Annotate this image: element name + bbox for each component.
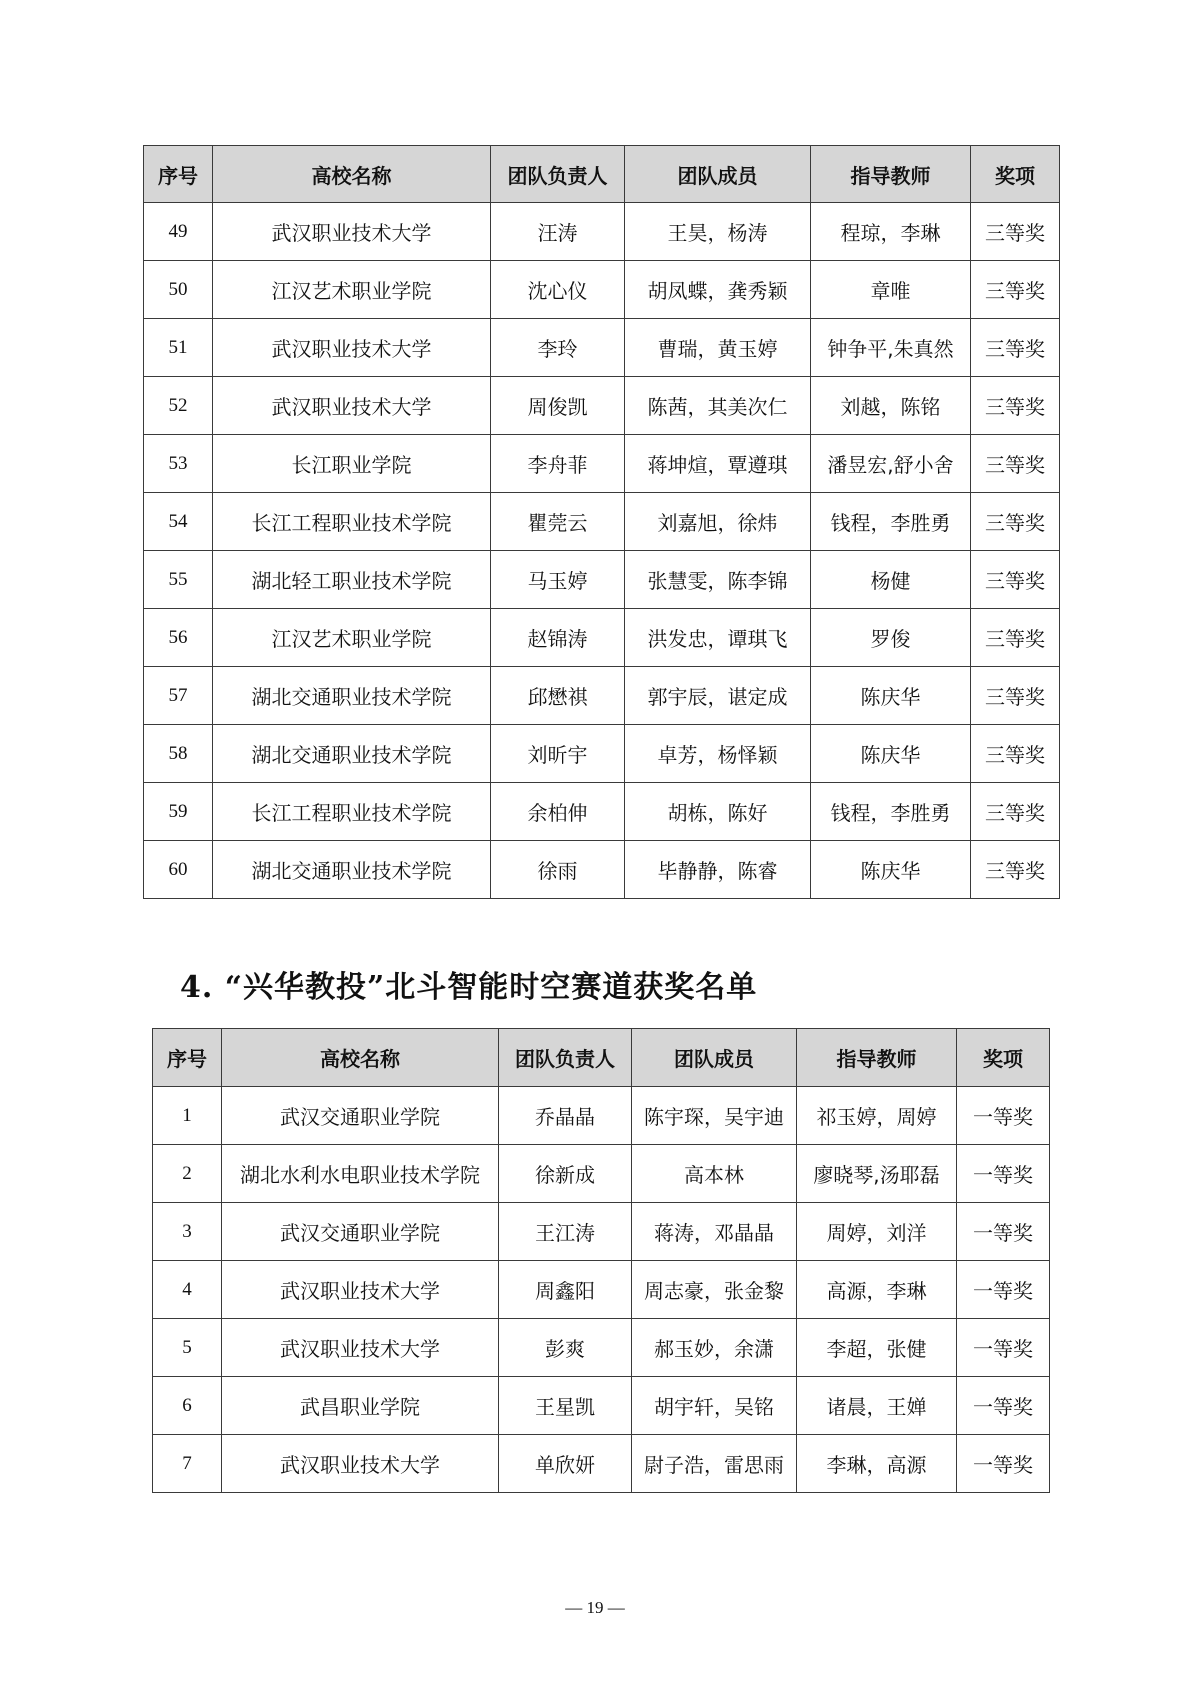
award-table-beidou-track bbox=[152, 1028, 1050, 1493]
cell-team-leader: 王星凯 bbox=[499, 1377, 632, 1435]
cell-team-members: 蒋坤煊，覃遵琪 bbox=[625, 435, 811, 493]
cell-index: 1 bbox=[153, 1087, 222, 1145]
cell-index: 5 bbox=[153, 1319, 222, 1377]
section-heading: 4. “兴华教投”北斗智能时空赛道获奖名单 bbox=[180, 970, 758, 1005]
cell-team-members: 尉子浩，雷思雨 bbox=[632, 1435, 797, 1493]
cell-award: 三等奖 bbox=[971, 551, 1060, 609]
cell-award: 一等奖 bbox=[957, 1145, 1050, 1203]
cell-advisor: 钱程，李胜勇 bbox=[811, 493, 971, 551]
table-row bbox=[144, 667, 1060, 725]
cell-school: 长江工程职业技术学院 bbox=[213, 783, 491, 841]
cell-school: 武汉职业技术大学 bbox=[222, 1319, 499, 1377]
cell-index: 59 bbox=[144, 783, 213, 841]
table-row bbox=[144, 725, 1060, 783]
cell-award: 三等奖 bbox=[971, 841, 1060, 899]
cell-advisor: 陈庆华 bbox=[811, 725, 971, 783]
cell-school: 湖北交通职业技术学院 bbox=[213, 841, 491, 899]
cell-advisor: 潘昱宏,舒小舍 bbox=[811, 435, 971, 493]
cell-school: 江汉艺术职业学院 bbox=[213, 261, 491, 319]
cell-school: 湖北交通职业技术学院 bbox=[213, 725, 491, 783]
cell-index: 2 bbox=[153, 1145, 222, 1203]
header-award: 奖项 bbox=[957, 1029, 1050, 1087]
cell-team-leader: 周鑫阳 bbox=[499, 1261, 632, 1319]
cell-school: 湖北水利水电职业技术学院 bbox=[222, 1145, 499, 1203]
table-row bbox=[144, 493, 1060, 551]
cell-school: 湖北轻工职业技术学院 bbox=[213, 551, 491, 609]
cell-advisor: 陈庆华 bbox=[811, 841, 971, 899]
header-team-members: 团队成员 bbox=[632, 1029, 797, 1087]
cell-team-leader: 余柏伸 bbox=[491, 783, 625, 841]
cell-school: 长江职业学院 bbox=[213, 435, 491, 493]
cell-team-leader: 徐雨 bbox=[491, 841, 625, 899]
cell-team-members: 陈宇琛，吴宇迪 bbox=[632, 1087, 797, 1145]
cell-index: 3 bbox=[153, 1203, 222, 1261]
cell-team-members: 王昊，杨涛 bbox=[625, 203, 811, 261]
cell-team-leader: 邱懋祺 bbox=[491, 667, 625, 725]
cell-school: 武汉职业技术大学 bbox=[222, 1435, 499, 1493]
cell-school: 武汉职业技术大学 bbox=[213, 319, 491, 377]
cell-team-leader: 刘昕宇 bbox=[491, 725, 625, 783]
cell-school: 武汉交通职业学院 bbox=[222, 1087, 499, 1145]
cell-team-members: 曹瑞，黄玉婷 bbox=[625, 319, 811, 377]
cell-index: 57 bbox=[144, 667, 213, 725]
cell-team-members: 洪发忠，谭琪飞 bbox=[625, 609, 811, 667]
cell-advisor: 章唯 bbox=[811, 261, 971, 319]
table-row bbox=[153, 1087, 1050, 1145]
cell-school: 湖北交通职业技术学院 bbox=[213, 667, 491, 725]
cell-school: 武汉职业技术大学 bbox=[222, 1261, 499, 1319]
cell-advisor: 祁玉婷，周婷 bbox=[797, 1087, 957, 1145]
header-advisor: 指导教师 bbox=[811, 146, 971, 203]
cell-advisor: 钟争平,朱真然 bbox=[811, 319, 971, 377]
cell-advisor: 周婷，刘洋 bbox=[797, 1203, 957, 1261]
cell-team-leader: 汪涛 bbox=[491, 203, 625, 261]
table-row bbox=[153, 1261, 1050, 1319]
cell-team-members: 胡栋，陈好 bbox=[625, 783, 811, 841]
page-number: — 19 — bbox=[565, 1598, 625, 1617]
cell-index: 49 bbox=[144, 203, 213, 261]
cell-award: 一等奖 bbox=[957, 1319, 1050, 1377]
table-row bbox=[153, 1145, 1050, 1203]
table-row bbox=[144, 377, 1060, 435]
cell-award: 一等奖 bbox=[957, 1261, 1050, 1319]
cell-index: 56 bbox=[144, 609, 213, 667]
cell-school: 长江工程职业技术学院 bbox=[213, 493, 491, 551]
table-row bbox=[144, 435, 1060, 493]
cell-team-leader: 李舟菲 bbox=[491, 435, 625, 493]
cell-index: 55 bbox=[144, 551, 213, 609]
header-team-members: 团队成员 bbox=[625, 146, 811, 203]
cell-team-members: 周志豪，张金黎 bbox=[632, 1261, 797, 1319]
table-row bbox=[153, 1435, 1050, 1493]
cell-award: 一等奖 bbox=[957, 1203, 1050, 1261]
cell-team-leader: 瞿莞云 bbox=[491, 493, 625, 551]
cell-award: 一等奖 bbox=[957, 1087, 1050, 1145]
cell-school: 武昌职业学院 bbox=[222, 1377, 499, 1435]
cell-advisor: 李琳，高源 bbox=[797, 1435, 957, 1493]
table-row bbox=[144, 609, 1060, 667]
cell-school: 武汉职业技术大学 bbox=[213, 203, 491, 261]
cell-award: 三等奖 bbox=[971, 435, 1060, 493]
cell-advisor: 廖晓琴,汤耶磊 bbox=[797, 1145, 957, 1203]
cell-team-members: 郝玉妙，余潇 bbox=[632, 1319, 797, 1377]
header-award: 奖项 bbox=[971, 146, 1060, 203]
header-team-leader: 团队负责人 bbox=[491, 146, 625, 203]
cell-team-members: 高本林 bbox=[632, 1145, 797, 1203]
cell-team-leader: 马玉婷 bbox=[491, 551, 625, 609]
cell-advisor: 程琼，李琳 bbox=[811, 203, 971, 261]
cell-award: 一等奖 bbox=[957, 1435, 1050, 1493]
cell-advisor: 罗俊 bbox=[811, 609, 971, 667]
cell-index: 53 bbox=[144, 435, 213, 493]
header-index: 序号 bbox=[144, 146, 213, 203]
header-school: 高校名称 bbox=[213, 146, 491, 203]
cell-team-leader: 赵锦涛 bbox=[491, 609, 625, 667]
cell-index: 7 bbox=[153, 1435, 222, 1493]
cell-advisor: 李超，张健 bbox=[797, 1319, 957, 1377]
table-row bbox=[153, 1319, 1050, 1377]
award-table-track3 bbox=[143, 145, 1060, 899]
cell-team-leader: 乔晶晶 bbox=[499, 1087, 632, 1145]
cell-advisor: 陈庆华 bbox=[811, 667, 971, 725]
cell-award: 三等奖 bbox=[971, 261, 1060, 319]
cell-index: 51 bbox=[144, 319, 213, 377]
cell-index: 50 bbox=[144, 261, 213, 319]
cell-award: 三等奖 bbox=[971, 783, 1060, 841]
cell-advisor: 诸晨，王婵 bbox=[797, 1377, 957, 1435]
cell-award: 三等奖 bbox=[971, 203, 1060, 261]
cell-award: 三等奖 bbox=[971, 667, 1060, 725]
table-row bbox=[153, 1203, 1050, 1261]
cell-school: 武汉交通职业学院 bbox=[222, 1203, 499, 1261]
cell-index: 52 bbox=[144, 377, 213, 435]
header-advisor: 指导教师 bbox=[797, 1029, 957, 1087]
cell-team-members: 郭宇辰，谌定成 bbox=[625, 667, 811, 725]
header-school: 高校名称 bbox=[222, 1029, 499, 1087]
cell-advisor: 钱程，李胜勇 bbox=[811, 783, 971, 841]
cell-team-leader: 王江涛 bbox=[499, 1203, 632, 1261]
cell-team-leader: 沈心仪 bbox=[491, 261, 625, 319]
table-header-row bbox=[144, 146, 1060, 203]
cell-advisor: 高源，李琳 bbox=[797, 1261, 957, 1319]
cell-school: 武汉职业技术大学 bbox=[213, 377, 491, 435]
table-row bbox=[144, 203, 1060, 261]
table-row bbox=[153, 1377, 1050, 1435]
cell-team-leader: 李玲 bbox=[491, 319, 625, 377]
table-row bbox=[144, 841, 1060, 899]
table-header-row bbox=[153, 1029, 1050, 1087]
cell-award: 三等奖 bbox=[971, 493, 1060, 551]
cell-index: 60 bbox=[144, 841, 213, 899]
cell-award: 三等奖 bbox=[971, 725, 1060, 783]
table-row bbox=[144, 783, 1060, 841]
cell-award: 三等奖 bbox=[971, 319, 1060, 377]
table-row bbox=[144, 319, 1060, 377]
cell-team-members: 蒋涛，邓晶晶 bbox=[632, 1203, 797, 1261]
cell-team-members: 胡凤蝶，龚秀颖 bbox=[625, 261, 811, 319]
cell-team-members: 刘嘉旭，徐炜 bbox=[625, 493, 811, 551]
header-index: 序号 bbox=[153, 1029, 222, 1087]
header-team-leader: 团队负责人 bbox=[499, 1029, 632, 1087]
cell-index: 4 bbox=[153, 1261, 222, 1319]
cell-award: 三等奖 bbox=[971, 377, 1060, 435]
cell-team-leader: 徐新成 bbox=[499, 1145, 632, 1203]
cell-index: 58 bbox=[144, 725, 213, 783]
cell-team-members: 胡宇轩，吴铭 bbox=[632, 1377, 797, 1435]
table-row bbox=[144, 261, 1060, 319]
cell-advisor: 刘越，陈铭 bbox=[811, 377, 971, 435]
cell-award: 三等奖 bbox=[971, 609, 1060, 667]
cell-team-members: 毕静静，陈睿 bbox=[625, 841, 811, 899]
cell-team-leader: 周俊凯 bbox=[491, 377, 625, 435]
table-row bbox=[144, 551, 1060, 609]
cell-advisor: 杨健 bbox=[811, 551, 971, 609]
cell-team-members: 陈茜，其美次仁 bbox=[625, 377, 811, 435]
cell-team-leader: 单欣妍 bbox=[499, 1435, 632, 1493]
cell-team-leader: 彭爽 bbox=[499, 1319, 632, 1377]
cell-award: 一等奖 bbox=[957, 1377, 1050, 1435]
cell-index: 6 bbox=[153, 1377, 222, 1435]
cell-team-members: 卓芳，杨怿颖 bbox=[625, 725, 811, 783]
cell-index: 54 bbox=[144, 493, 213, 551]
cell-school: 江汉艺术职业学院 bbox=[213, 609, 491, 667]
cell-team-members: 张慧雯，陈李锦 bbox=[625, 551, 811, 609]
